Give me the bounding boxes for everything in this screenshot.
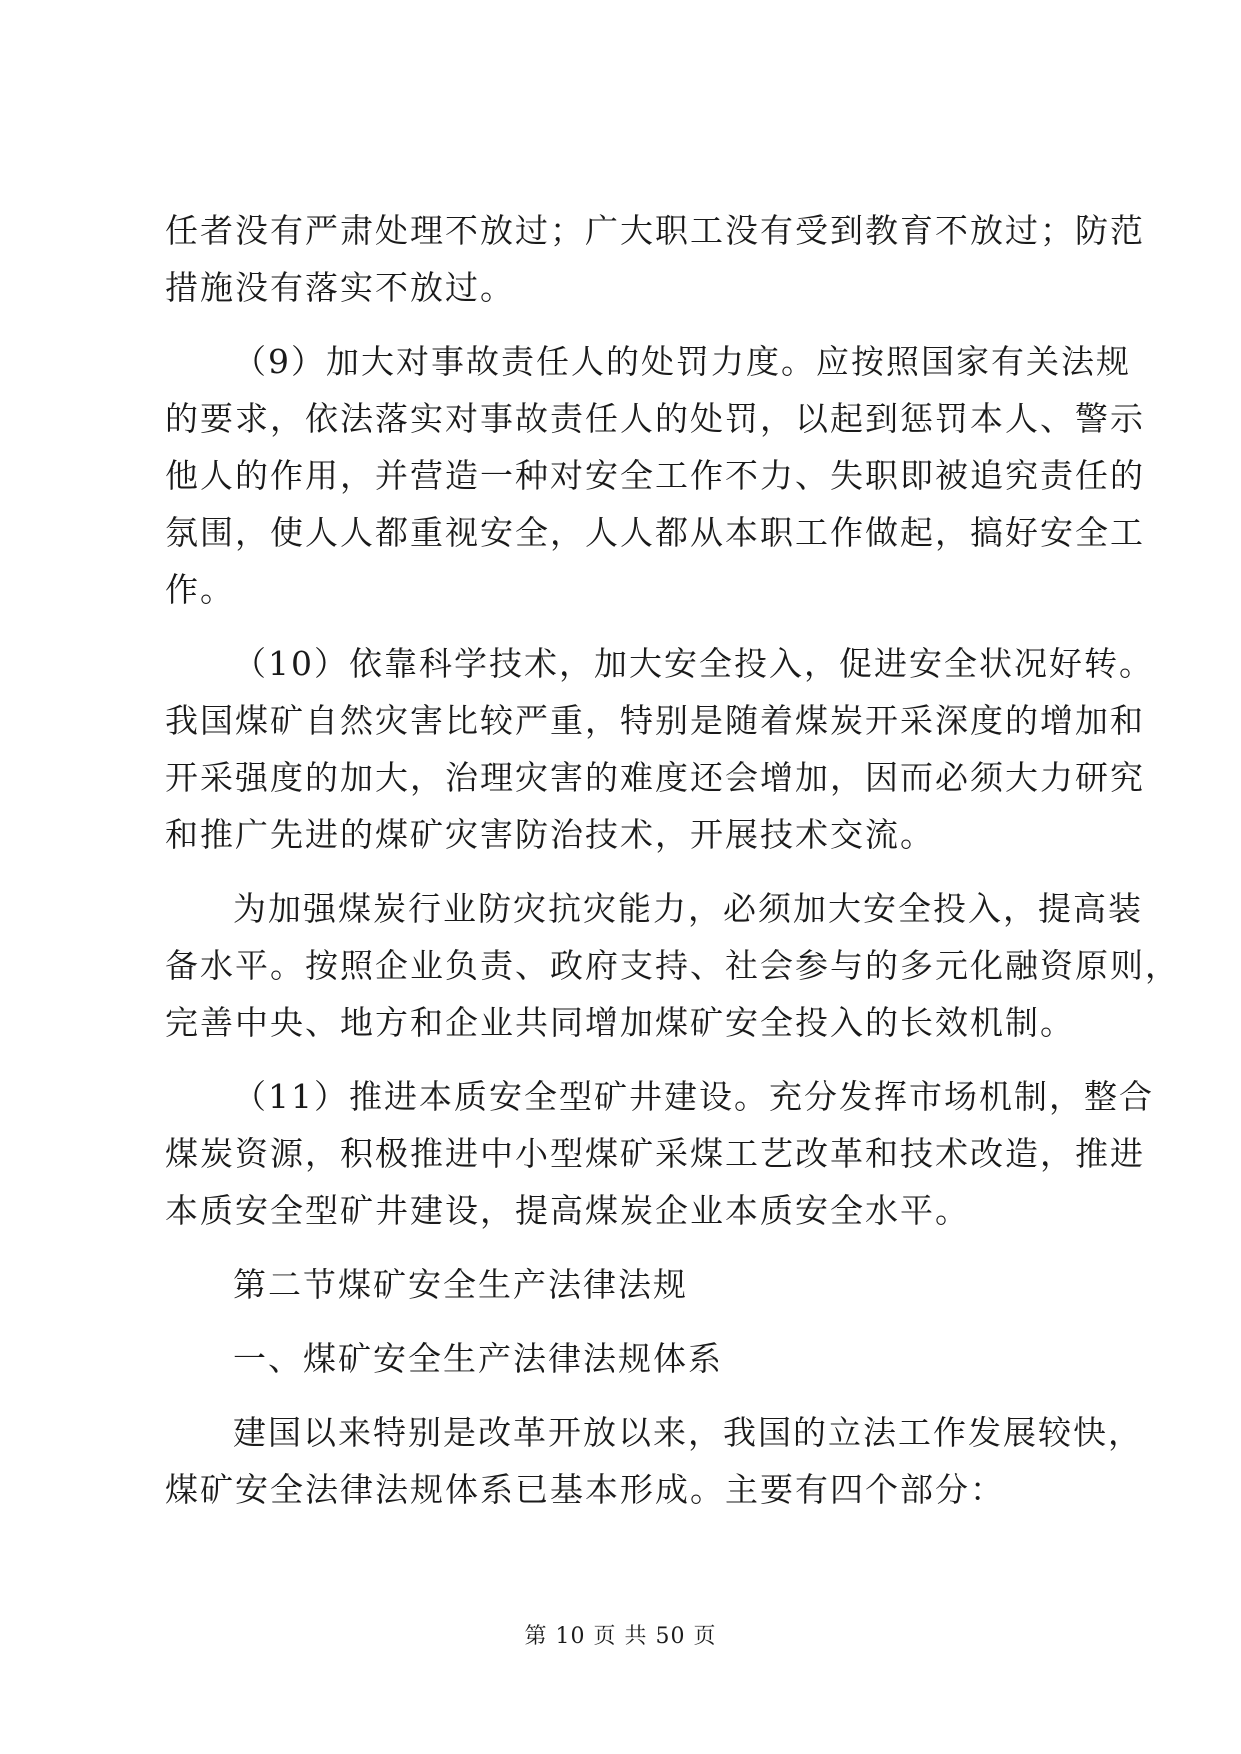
- text-line: 开采强度的加大，治理灾害的难度还会增加，因而必须大力研究: [165, 758, 1145, 797]
- text-line: 作。: [165, 570, 235, 609]
- text-line: 本质安全型矿井建设，提高煤炭企业本质安全水平。: [165, 1191, 970, 1230]
- text-line: 我国煤矿自然灾害比较严重，特别是随着煤炭开采深度的增加和: [165, 701, 1145, 740]
- text-line: 备水平。按照企业负责、政府支持、社会参与的多元化融资原则，: [165, 946, 1180, 985]
- text-line: 完善中央、地方和企业共同增加煤矿安全投入的长效机制。: [165, 1003, 1075, 1042]
- text-line: 的要求，依法落实对事故责任人的处罚，以起到惩罚本人、警示: [165, 399, 1145, 438]
- text-line: 为加强煤炭行业防灾抗灾能力，必须加大安全投入，提高装: [233, 889, 1143, 928]
- text-line: 任者没有严肃处理不放过；广大职工没有受到教育不放过；防范: [165, 211, 1145, 250]
- text-line: 煤炭资源，积极推进中小型煤矿采煤工艺改革和技术改造，推进: [165, 1134, 1145, 1173]
- section-heading: 第二节煤矿安全生产法律法规: [233, 1265, 688, 1304]
- text-line: （11）推进本质安全型矿井建设。充分发挥市场机制，整合: [233, 1077, 1154, 1116]
- text-line: （10）依靠科学技术，加大安全投入，促进安全状况好转。: [233, 644, 1154, 683]
- text-line: 氛围，使人人都重视安全，人人都从本职工作做起，搞好安全工: [165, 513, 1145, 552]
- text-line: 措施没有落实不放过。: [165, 268, 515, 307]
- text-line: （9）加大对事故责任人的处罚力度。应按照国家有关法规: [233, 342, 1131, 381]
- text-line: 建国以来特别是改革开放以来，我国的立法工作发展较快，: [233, 1413, 1143, 1452]
- text-line: 和推广先进的煤矿灾害防治技术，开展技术交流。: [165, 815, 935, 854]
- text-line: 煤矿安全法律法规体系已基本形成。主要有四个部分：: [165, 1470, 1005, 1509]
- text-line: 他人的作用，并营造一种对安全工作不力、失职即被追究责任的: [165, 456, 1145, 495]
- page-footer: 第 10 页 共 50 页: [524, 1624, 717, 1649]
- subsection-heading: 一、煤矿安全生产法律法规体系: [233, 1339, 723, 1378]
